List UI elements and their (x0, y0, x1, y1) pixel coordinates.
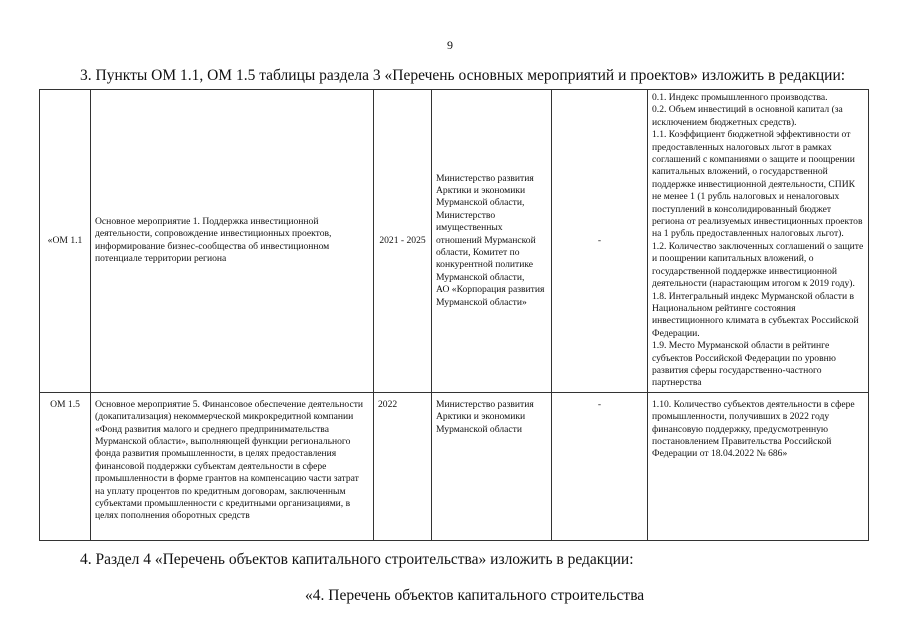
measure-description: Основное мероприятие 5. Финансовое обеспечение деятельности (докапитализация) некоммерческой микрокредитной компании «Фонд развития малого и среднего предпринимательства Мурманской области», выполняющей функции регионального фонда развития промышленности, в целях предоставления финансовой поддержки субъектам деятельности в сфере промышленности в форме грантов на компенсацию части затрат на уплату процентов по кредитным договорам, заключенным субъектами промышленности с кредитными организациями, в целях пополнения оборотных средств (91, 392, 374, 540)
measure-years: 2021 - 2025 (374, 90, 432, 393)
measure-executors (432, 392, 552, 540)
page-number: 9 (447, 38, 453, 52)
measure-dash: - (552, 90, 648, 393)
table-row (40, 392, 869, 540)
paragraph-4: 4. Раздел 4 «Перечень объектов капитального строительства» изложить в редакции: (80, 551, 634, 568)
measure-description: Основное мероприятие 1. Поддержка инвестиционной деятельности, сопровождение инвестиционных проектов, информирование бизнес-сообщества об инвестиционном потенциале территории региона (91, 90, 374, 393)
measure-years: 2022 (374, 392, 432, 540)
table-row (40, 90, 869, 393)
measure-indicators (648, 392, 869, 540)
intro-paragraph: 3. Пункты ОМ 1.1, ОМ 1.5 таблицы раздела 3 «Перечень основных мероприятий и проектов» изложить в редакции: (80, 67, 846, 84)
section-title: «4. Перечень объектов капитального строительства (305, 587, 645, 604)
measures-table (39, 89, 869, 541)
indicators-text: 1.10. Количество субъектов деятельности в сфере промышленности, получивших в 2022 году финансовую поддержку, предусмотренную постановлением Правительства Российской Федерации от 18.04.2022 № 686» (652, 398, 855, 460)
measure-code: «ОМ 1.1 (40, 90, 91, 393)
measure-code: ОМ 1.5 (40, 392, 91, 540)
executors-text: Министерство развития Арктики и экономики Мурманской области (436, 398, 534, 435)
measure-dash: - (552, 392, 648, 540)
executors-text: Министерство развития Арктики и экономики Мурманской области, Министерство имущественных отношений Мурманской области, Комитет по конкурентной политике Мурманской области, АО «Корпорация развития Мурманской области» (436, 172, 545, 308)
measure-executors (432, 90, 552, 393)
indicators-text: 0.1. Индекс промышленного производства. 0.2. Объем инвестиций в основной капитал (за исключением бюджетных средств). 1.1. Коэффициент бюджетной эффективности от предоставленных налоговых льгот в рамках соглашений с компаниями о защите и поощрении капитальных вложений, о государственной поддержке инвестиционной деятельности, СПИК не менее 1 (1 рубль налоговых и неналоговых поступлений в консолидированный бюджет региона от реализуемых инвестиционных проектов на 1 рубль предоставленных налоговых льгот). 1.2. Количество заключенных соглашений о защите и поощрении капитальных вложений, о государственной поддержке инвестиционной деятельности (нарастающим итогом к 2019 году). 1.8. Интегральный индекс Мурманской области в Национальном рейтинге состояния инвестиционного климата в субъектах Российской Федерации. 1.9. Место Мурманской области в рейтинге субъектов Российской Федерации по уровню развития сферы государственно-частного партнерства (652, 92, 864, 389)
measure-indicators (648, 90, 869, 393)
